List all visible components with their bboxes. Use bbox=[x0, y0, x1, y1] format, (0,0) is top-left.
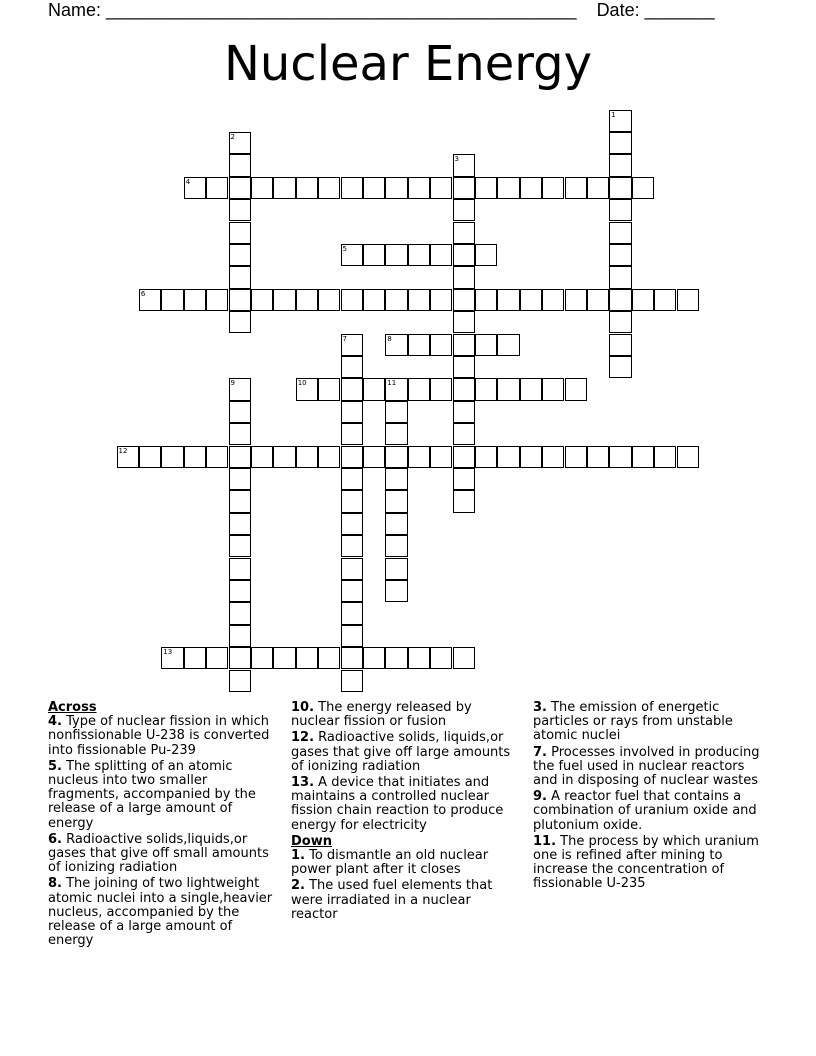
grid-cell[interactable] bbox=[430, 446, 452, 468]
clue-text: The used fuel elements that were irradiated in a nuclear reactor bbox=[291, 878, 493, 922]
grid-cell[interactable] bbox=[251, 446, 273, 468]
down-clue-list bbox=[291, 849, 521, 922]
grid-cell[interactable] bbox=[341, 468, 363, 490]
grid-cell[interactable] bbox=[273, 446, 295, 468]
clue-column-2 bbox=[291, 701, 521, 924]
grid-cell[interactable] bbox=[609, 311, 631, 333]
clue-across-8 bbox=[48, 877, 280, 948]
grid-cell[interactable] bbox=[520, 446, 542, 468]
grid-cell[interactable] bbox=[654, 289, 676, 311]
grid-cell[interactable] bbox=[296, 289, 318, 311]
grid-cell[interactable] bbox=[363, 378, 385, 400]
clue-number: 8 bbox=[387, 334, 392, 343]
grid-cell[interactable] bbox=[229, 670, 251, 692]
grid-cell[interactable] bbox=[341, 401, 363, 423]
grid-cell[interactable] bbox=[430, 289, 452, 311]
clue-down-9 bbox=[533, 790, 768, 833]
grid-cell[interactable] bbox=[609, 446, 631, 468]
clue-text: Radioactive solids, liquids,or gases that give off large amounts of ionizing radiation bbox=[291, 730, 511, 774]
grid-cell[interactable] bbox=[318, 289, 340, 311]
grid-cell[interactable] bbox=[497, 334, 519, 356]
grid-cell[interactable] bbox=[453, 244, 475, 266]
grid-cell[interactable] bbox=[341, 625, 363, 647]
grid-cell[interactable] bbox=[453, 401, 475, 423]
grid-cell[interactable] bbox=[453, 177, 475, 199]
clue-across-4 bbox=[48, 715, 280, 758]
clue-number: 5 bbox=[342, 244, 347, 253]
clue-across-13 bbox=[291, 776, 521, 833]
grid-cell[interactable] bbox=[453, 289, 475, 311]
grid-cell[interactable] bbox=[609, 177, 631, 199]
grid-cell[interactable] bbox=[475, 177, 497, 199]
clue-number: 9 bbox=[230, 379, 235, 388]
date-label: Date: bbox=[596, 0, 640, 20]
grid-cell[interactable] bbox=[609, 266, 631, 288]
grid-cell[interactable] bbox=[229, 266, 251, 288]
grid-cell[interactable] bbox=[475, 378, 497, 400]
grid-cell[interactable] bbox=[229, 244, 251, 266]
grid-cell[interactable] bbox=[229, 401, 251, 423]
grid-cell[interactable] bbox=[341, 334, 363, 356]
grid-cell[interactable] bbox=[609, 154, 631, 176]
grid-cell[interactable] bbox=[430, 378, 452, 400]
grid-cell[interactable] bbox=[296, 378, 318, 400]
grid-cell[interactable] bbox=[632, 177, 654, 199]
grid-cell[interactable] bbox=[497, 289, 519, 311]
grid-cell[interactable] bbox=[206, 289, 228, 311]
grid-cell[interactable] bbox=[677, 289, 699, 311]
grid-cell[interactable] bbox=[296, 177, 318, 199]
clue-number-label: 11. bbox=[533, 833, 557, 849]
grid-cell[interactable] bbox=[363, 244, 385, 266]
grid-cell[interactable] bbox=[341, 378, 363, 400]
clue-text: Processes involved in producing the fuel used in nuclear reactors and in disposing of nuclear wastes bbox=[533, 744, 760, 789]
grid-cell[interactable] bbox=[475, 244, 497, 266]
grid-cell[interactable] bbox=[453, 423, 475, 445]
clue-number: 7 bbox=[342, 334, 347, 343]
grid-cell[interactable] bbox=[161, 446, 183, 468]
clue-across-6 bbox=[48, 833, 280, 876]
grid-cell[interactable] bbox=[385, 423, 407, 445]
grid-cell[interactable] bbox=[251, 177, 273, 199]
clue-across-5 bbox=[48, 760, 280, 831]
grid-cell[interactable] bbox=[341, 580, 363, 602]
clue-number-label: 12. bbox=[291, 730, 315, 746]
date-line[interactable]: _______ bbox=[644, 0, 715, 20]
grid-cell[interactable] bbox=[363, 289, 385, 311]
grid-cell[interactable] bbox=[206, 647, 228, 669]
clue-number: 6 bbox=[140, 289, 146, 298]
clue-across-10 bbox=[291, 701, 521, 729]
clue-number-label: 6. bbox=[48, 831, 62, 847]
grid-cell[interactable] bbox=[565, 177, 587, 199]
name-line[interactable]: _______________________________________________ bbox=[106, 0, 577, 20]
grid-cell[interactable] bbox=[542, 289, 564, 311]
grid-cell[interactable] bbox=[565, 446, 587, 468]
grid-cell[interactable] bbox=[229, 490, 251, 512]
grid-cell[interactable] bbox=[139, 446, 161, 468]
grid-cell[interactable] bbox=[430, 334, 452, 356]
clue-across-12 bbox=[291, 731, 521, 774]
grid-cell[interactable] bbox=[408, 244, 430, 266]
grid-cell[interactable] bbox=[318, 446, 340, 468]
grid-cell[interactable] bbox=[341, 558, 363, 580]
clue-text: The energy released by nuclear fission or fusion bbox=[291, 700, 472, 730]
grid-cell[interactable] bbox=[341, 535, 363, 557]
clue-down-11 bbox=[533, 835, 768, 892]
grid-cell[interactable] bbox=[229, 289, 251, 311]
clue-text: The joining of two lightweight atomic nuclei into a single,heavier nucleus, accompanied by the release of a large amount of energy bbox=[48, 876, 273, 949]
clue-number: 12 bbox=[118, 446, 128, 455]
grid-cell[interactable] bbox=[587, 289, 609, 311]
down-clue-list-continued bbox=[533, 701, 768, 892]
clue-number: 10 bbox=[297, 379, 307, 388]
grid-cell[interactable] bbox=[408, 446, 430, 468]
grid-cell[interactable] bbox=[363, 177, 385, 199]
grid-cell[interactable] bbox=[341, 289, 363, 311]
grid-cell[interactable] bbox=[542, 177, 564, 199]
grid-cell[interactable] bbox=[430, 177, 452, 199]
grid-cell[interactable] bbox=[341, 423, 363, 445]
grid-cell[interactable] bbox=[296, 647, 318, 669]
clue-column-1 bbox=[48, 701, 280, 950]
grid-cell[interactable] bbox=[318, 378, 340, 400]
grid-cell[interactable] bbox=[273, 289, 295, 311]
grid-cell[interactable] bbox=[430, 647, 452, 669]
grid-cell[interactable] bbox=[609, 110, 631, 132]
clue-number-label: 10. bbox=[291, 700, 315, 715]
grid-cell[interactable] bbox=[453, 490, 475, 512]
grid-cell[interactable] bbox=[497, 446, 519, 468]
grid-cell[interactable] bbox=[587, 446, 609, 468]
grid-cell[interactable] bbox=[341, 602, 363, 624]
clue-number-label: 5. bbox=[48, 758, 62, 774]
grid-cell[interactable] bbox=[385, 446, 407, 468]
grid-cell[interactable] bbox=[609, 222, 631, 244]
clue-text: Radioactive solids,liquids,or gases that give off small amounts of ionizing radiation bbox=[48, 831, 269, 876]
grid-cell[interactable] bbox=[341, 177, 363, 199]
clue-text: Type of nuclear fission in which nonfissionable U-238 is converted into fissionable Pu-239 bbox=[48, 714, 270, 758]
across-clue-list-continued bbox=[291, 701, 521, 833]
clue-down-3 bbox=[533, 701, 768, 744]
clue-text: The splitting of an atomic nucleus into two smaller fragments, accompanied by the release of a large amount of energy bbox=[48, 758, 256, 831]
clue-number-label: 13. bbox=[291, 775, 315, 791]
grid-cell[interactable] bbox=[520, 289, 542, 311]
grid-cell[interactable] bbox=[385, 513, 407, 535]
grid-cell[interactable] bbox=[609, 289, 631, 311]
clue-number-label: 1. bbox=[291, 848, 305, 864]
grid-cell[interactable] bbox=[520, 378, 542, 400]
grid-cell[interactable] bbox=[632, 289, 654, 311]
clue-down-2 bbox=[291, 879, 521, 922]
clue-column-3 bbox=[533, 701, 768, 894]
grid-cell[interactable] bbox=[609, 244, 631, 266]
grid-cell[interactable] bbox=[229, 580, 251, 602]
grid-cell[interactable] bbox=[385, 580, 407, 602]
grid-cell[interactable] bbox=[341, 647, 363, 669]
grid-cell[interactable] bbox=[206, 177, 228, 199]
grid-cell[interactable] bbox=[363, 647, 385, 669]
clue-text: To dismantle an old nuclear power plant after it closes bbox=[291, 848, 489, 878]
grid-cell[interactable] bbox=[475, 289, 497, 311]
grid-cell[interactable] bbox=[453, 334, 475, 356]
grid-cell[interactable] bbox=[654, 446, 676, 468]
grid-cell[interactable] bbox=[206, 446, 228, 468]
grid-cell[interactable] bbox=[408, 647, 430, 669]
grid-cell[interactable] bbox=[453, 266, 475, 288]
down-heading: Down bbox=[291, 833, 332, 849]
clue-text: A device that initiates and maintains a controlled nuclear fission chain reaction to produce energy for electricity bbox=[291, 775, 504, 833]
clue-down-7 bbox=[533, 746, 768, 789]
grid-cell[interactable] bbox=[229, 558, 251, 580]
grid-cell[interactable] bbox=[475, 334, 497, 356]
clue-text: A reactor fuel that contains a combination of uranium oxide and plutonium oxide. bbox=[533, 789, 757, 833]
grid-cell[interactable] bbox=[229, 132, 251, 154]
clue-number-label: 8. bbox=[48, 876, 62, 892]
grid-cell[interactable] bbox=[609, 356, 631, 378]
page-title: Nuclear Energy bbox=[223, 36, 593, 92]
grid-cell[interactable] bbox=[453, 446, 475, 468]
grid-cell[interactable] bbox=[542, 446, 564, 468]
grid-cell[interactable] bbox=[453, 356, 475, 378]
grid-cell[interactable] bbox=[453, 647, 475, 669]
grid-cell[interactable] bbox=[273, 177, 295, 199]
grid-cell[interactable] bbox=[251, 647, 273, 669]
grid-cell[interactable] bbox=[587, 177, 609, 199]
grid-cell[interactable] bbox=[161, 647, 183, 669]
grid-cell[interactable] bbox=[229, 423, 251, 445]
grid-cell[interactable] bbox=[229, 535, 251, 557]
grid-cell[interactable] bbox=[497, 378, 519, 400]
grid-cell[interactable] bbox=[385, 177, 407, 199]
grid-cell[interactable] bbox=[408, 177, 430, 199]
grid-cell[interactable] bbox=[229, 378, 251, 400]
grid-cell[interactable] bbox=[475, 446, 497, 468]
grid-cell[interactable] bbox=[363, 446, 385, 468]
across-heading: Across bbox=[48, 700, 97, 715]
grid-cell[interactable] bbox=[251, 289, 273, 311]
grid-cell[interactable] bbox=[520, 177, 542, 199]
grid-cell[interactable] bbox=[184, 446, 206, 468]
grid-cell[interactable] bbox=[385, 558, 407, 580]
grid-cell[interactable] bbox=[229, 446, 251, 468]
grid-cell[interactable] bbox=[565, 378, 587, 400]
grid-cell[interactable] bbox=[385, 378, 407, 400]
clue-number: 13 bbox=[163, 648, 173, 657]
clue-text: The process by which uranium one is refined after mining to increase the concentration of fissionable U-235 bbox=[533, 833, 759, 892]
grid-cell[interactable] bbox=[385, 468, 407, 490]
grid-cell[interactable] bbox=[497, 177, 519, 199]
grid-cell[interactable] bbox=[385, 289, 407, 311]
grid-cell[interactable] bbox=[677, 446, 699, 468]
grid-cell[interactable] bbox=[318, 177, 340, 199]
grid-cell[interactable] bbox=[385, 535, 407, 557]
grid-cell[interactable] bbox=[408, 378, 430, 400]
clue-number-label: 7. bbox=[533, 744, 547, 760]
grid-cell[interactable] bbox=[318, 647, 340, 669]
clue-number-label: 2. bbox=[291, 878, 305, 894]
grid-cell[interactable] bbox=[453, 311, 475, 333]
grid-cell[interactable] bbox=[385, 401, 407, 423]
grid-cell[interactable] bbox=[632, 446, 654, 468]
grid-cell[interactable] bbox=[184, 289, 206, 311]
grid-cell[interactable] bbox=[408, 289, 430, 311]
grid-cell[interactable] bbox=[341, 446, 363, 468]
clue-number: 3 bbox=[454, 155, 459, 164]
clue-down-1 bbox=[291, 849, 521, 877]
grid-cell[interactable] bbox=[273, 647, 295, 669]
clue-text: The emission of energetic particles or rays from unstable atomic nuclei bbox=[533, 700, 733, 744]
grid-cell[interactable] bbox=[117, 446, 139, 468]
grid-cell[interactable] bbox=[453, 222, 475, 244]
grid-cell[interactable] bbox=[385, 647, 407, 669]
grid-cell[interactable] bbox=[609, 334, 631, 356]
grid-cell[interactable] bbox=[341, 244, 363, 266]
grid-cell[interactable] bbox=[229, 311, 251, 333]
grid-cell[interactable] bbox=[609, 199, 631, 221]
grid-cell[interactable] bbox=[542, 378, 564, 400]
grid-cell[interactable] bbox=[385, 244, 407, 266]
grid-cell[interactable] bbox=[430, 244, 452, 266]
grid-cell[interactable] bbox=[385, 334, 407, 356]
grid-cell[interactable] bbox=[296, 446, 318, 468]
grid-cell[interactable] bbox=[453, 378, 475, 400]
grid-cell[interactable] bbox=[453, 154, 475, 176]
clue-number-label: 4. bbox=[48, 714, 62, 730]
grid-cell[interactable] bbox=[184, 647, 206, 669]
clue-number-label: 9. bbox=[533, 789, 547, 805]
grid-cell[interactable] bbox=[341, 670, 363, 692]
grid-cell[interactable] bbox=[565, 289, 587, 311]
grid-cell[interactable] bbox=[453, 468, 475, 490]
grid-cell[interactable] bbox=[609, 132, 631, 154]
across-clue-list bbox=[48, 715, 280, 948]
grid-cell[interactable] bbox=[229, 468, 251, 490]
clue-number: 2 bbox=[230, 132, 235, 141]
grid-cell[interactable] bbox=[229, 602, 251, 624]
grid-cell[interactable] bbox=[341, 513, 363, 535]
clue-number-label: 3. bbox=[533, 700, 547, 715]
clue-number: 11 bbox=[387, 379, 397, 388]
clue-number: 4 bbox=[185, 177, 191, 186]
grid-cell[interactable] bbox=[229, 154, 251, 176]
grid-cell[interactable] bbox=[229, 177, 251, 199]
grid-cell[interactable] bbox=[408, 334, 430, 356]
grid-cell[interactable] bbox=[341, 356, 363, 378]
grid-cell[interactable] bbox=[139, 289, 161, 311]
grid-cell[interactable] bbox=[161, 289, 183, 311]
grid-cell[interactable] bbox=[341, 490, 363, 512]
grid-cell[interactable] bbox=[229, 513, 251, 535]
grid-cell[interactable] bbox=[229, 625, 251, 647]
grid-cell[interactable] bbox=[229, 222, 251, 244]
grid-cell[interactable] bbox=[184, 177, 206, 199]
grid-cell[interactable] bbox=[453, 199, 475, 221]
name-label: Name: bbox=[48, 0, 102, 20]
grid-cell[interactable] bbox=[229, 199, 251, 221]
clue-number: 1 bbox=[611, 110, 616, 119]
grid-cell[interactable] bbox=[385, 490, 407, 512]
grid-cell[interactable] bbox=[229, 647, 251, 669]
